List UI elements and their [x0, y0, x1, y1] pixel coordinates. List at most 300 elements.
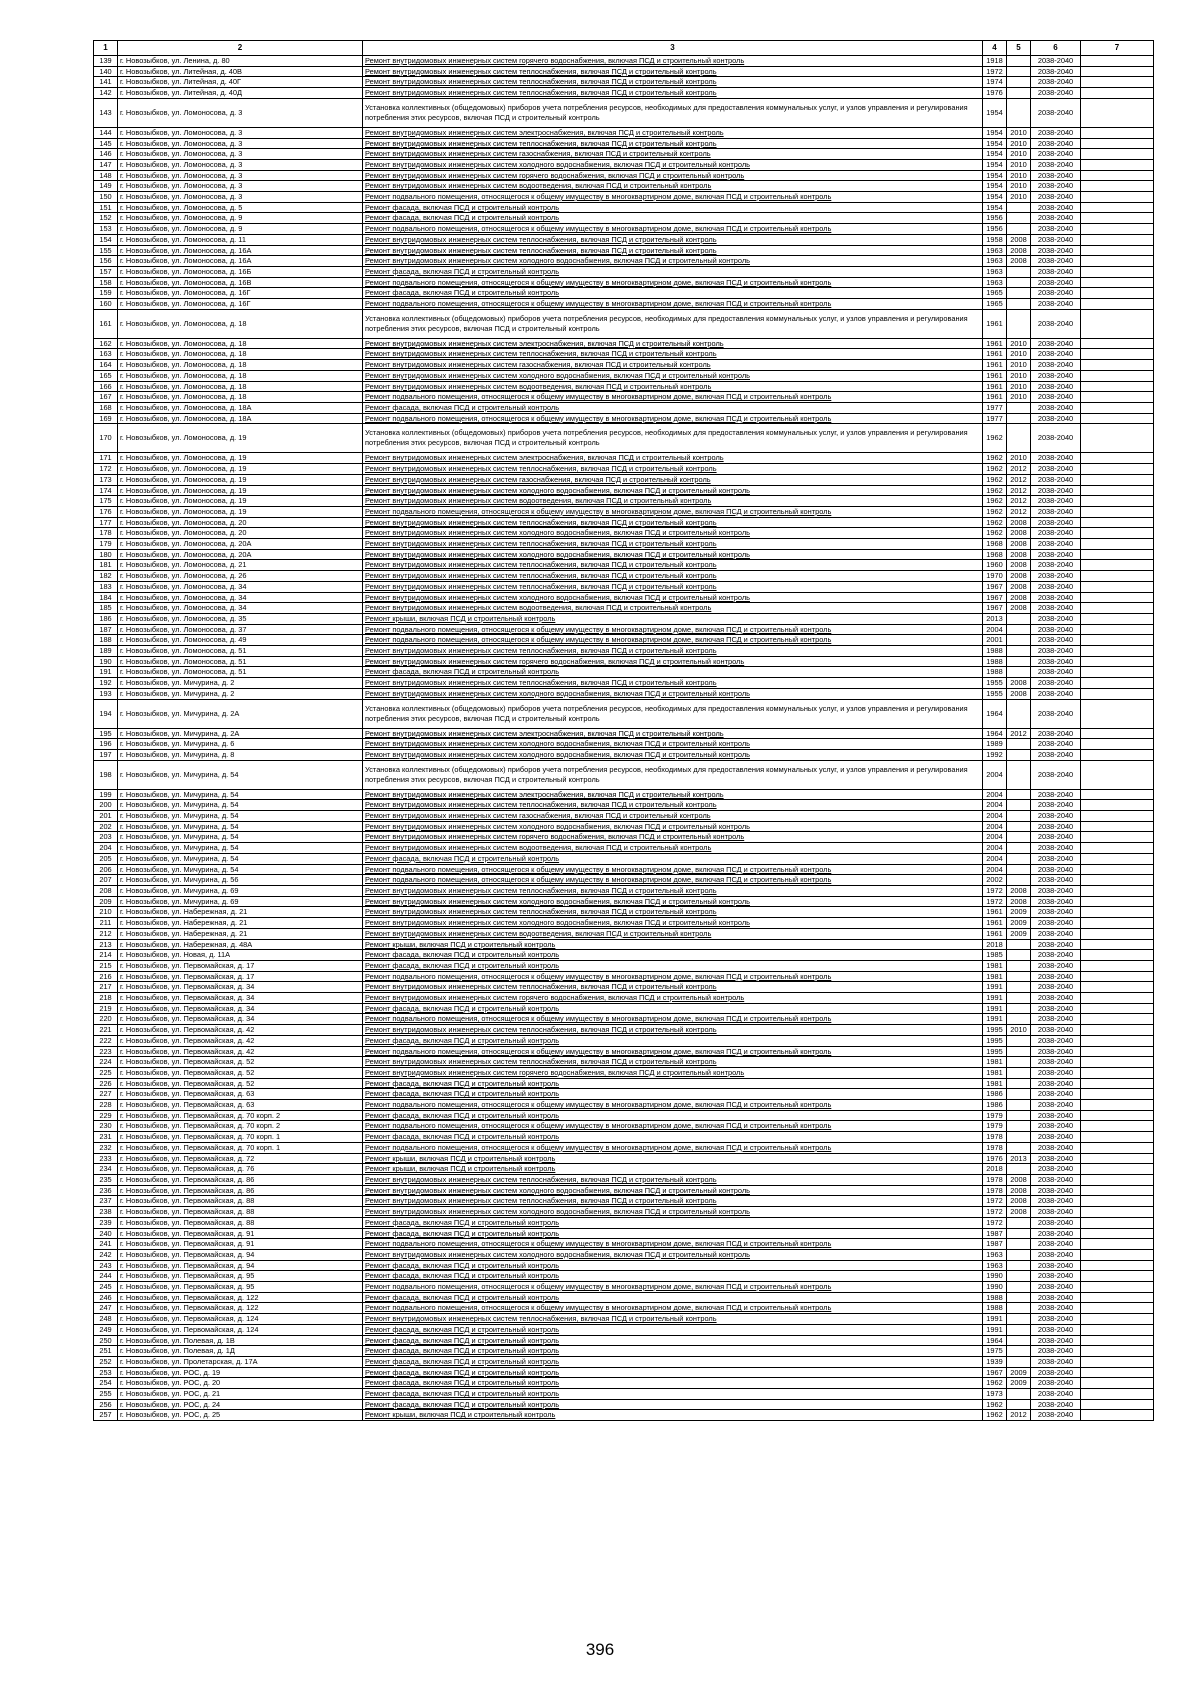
- table-row: [94, 1014, 1154, 1025]
- address-cell: г. Новозыбков, ул. Первомайская, д. 70 корп. 1: [118, 1142, 363, 1153]
- table-row: [94, 960, 1154, 971]
- build-year-cell: 1989: [983, 739, 1007, 750]
- table-row: [94, 66, 1154, 77]
- build-year-cell: 2001: [983, 635, 1007, 646]
- planned-period-cell: 2038-2040: [1031, 299, 1081, 310]
- planned-period-cell: 2038-2040: [1031, 1367, 1081, 1378]
- planned-period-cell: 2038-2040: [1031, 88, 1081, 99]
- col-7-cell: [1081, 971, 1154, 982]
- col-7-cell: [1081, 1153, 1154, 1164]
- planned-period-cell: 2038-2040: [1031, 728, 1081, 739]
- build-year-cell: 1962: [983, 1378, 1007, 1389]
- address-cell: г. Новозыбков, ул. Первомайская, д. 52: [118, 1057, 363, 1068]
- col-7-cell: [1081, 939, 1154, 950]
- col-7-cell: [1081, 192, 1154, 203]
- address-cell: г. Новозыбков, ул. Ломоносова, д. 16В: [118, 277, 363, 288]
- address-cell: г. Новозыбков, ул. Ломоносова, д. 19: [118, 453, 363, 464]
- row-number-cell: 240: [94, 1228, 118, 1239]
- col-7-cell: [1081, 1003, 1154, 1014]
- row-number-cell: 179: [94, 539, 118, 550]
- work-type-cell: Ремонт внутридомовых инженерных систем холодного водоснабжения, включая ПСД и строительный контроль: [363, 739, 983, 750]
- row-number-cell: 225: [94, 1067, 118, 1078]
- row-number-cell: 186: [94, 613, 118, 624]
- build-year-cell: 1981: [983, 1057, 1007, 1068]
- table-row: [94, 159, 1154, 170]
- row-number-cell: 252: [94, 1356, 118, 1367]
- planned-period-cell: 2038-2040: [1031, 1282, 1081, 1293]
- last-repair-year-cell: 2010: [1007, 192, 1031, 203]
- row-number-cell: 167: [94, 392, 118, 403]
- planned-period-cell: 2038-2040: [1031, 1260, 1081, 1271]
- build-year-cell: 1972: [983, 1207, 1007, 1218]
- table-row: [94, 392, 1154, 403]
- last-repair-year-cell: [1007, 309, 1031, 338]
- col-7-cell: [1081, 453, 1154, 464]
- last-repair-year-cell: 2009: [1007, 1367, 1031, 1378]
- planned-period-cell: 2038-2040: [1031, 971, 1081, 982]
- col-7-cell: [1081, 1174, 1154, 1185]
- build-year-cell: 1972: [983, 66, 1007, 77]
- last-repair-year-cell: 2008: [1007, 245, 1031, 256]
- address-cell: г. Новозыбков, ул. Ломоносова, д. 18: [118, 381, 363, 392]
- build-year-cell: 1961: [983, 918, 1007, 929]
- address-cell: г. Новозыбков, ул. Мичурина, д. 69: [118, 896, 363, 907]
- last-repair-year-cell: 2008: [1007, 571, 1031, 582]
- row-number-cell: 195: [94, 728, 118, 739]
- row-number-cell: 219: [94, 1003, 118, 1014]
- address-cell: г. Новозыбков, ул. Ломоносова, д. 18: [118, 338, 363, 349]
- build-year-cell: 1918: [983, 56, 1007, 67]
- row-number-cell: 156: [94, 256, 118, 267]
- row-number-cell: 228: [94, 1100, 118, 1111]
- address-cell: г. Новозыбков, ул. Мичурина, д. 54: [118, 853, 363, 864]
- last-repair-year-cell: 2010: [1007, 338, 1031, 349]
- col-7-cell: [1081, 656, 1154, 667]
- col-7-cell: [1081, 560, 1154, 571]
- table-row: [94, 349, 1154, 360]
- last-repair-year-cell: [1007, 853, 1031, 864]
- last-repair-year-cell: [1007, 202, 1031, 213]
- row-number-cell: 146: [94, 149, 118, 160]
- row-number-cell: 254: [94, 1378, 118, 1389]
- build-year-cell: 1954: [983, 202, 1007, 213]
- address-cell: г. Новозыбков, ул. Первомайская, д. 70 корп. 2: [118, 1110, 363, 1121]
- table-row: [94, 202, 1154, 213]
- row-number-cell: 170: [94, 424, 118, 453]
- col-7-cell: [1081, 349, 1154, 360]
- last-repair-year-cell: 2008: [1007, 234, 1031, 245]
- col-7-cell: [1081, 1132, 1154, 1143]
- address-cell: г. Новозыбков, ул. Мичурина, д. 56: [118, 875, 363, 886]
- header-col-5: 5: [1007, 41, 1031, 56]
- row-number-cell: 242: [94, 1249, 118, 1260]
- planned-period-cell: 2038-2040: [1031, 149, 1081, 160]
- row-number-cell: 214: [94, 950, 118, 961]
- table-row: [94, 1239, 1154, 1250]
- address-cell: г. Новозыбков, ул. Мичурина, д. 2: [118, 678, 363, 689]
- planned-period-cell: 2038-2040: [1031, 360, 1081, 371]
- address-cell: г. Новозыбков, ул. Ломоносова, д. 19: [118, 424, 363, 453]
- planned-period-cell: 2038-2040: [1031, 1249, 1081, 1260]
- work-type-cell: Ремонт фасада, включая ПСД и строительный контроль: [363, 1035, 983, 1046]
- last-repair-year-cell: [1007, 875, 1031, 886]
- row-number-cell: 230: [94, 1121, 118, 1132]
- last-repair-year-cell: [1007, 1324, 1031, 1335]
- col-7-cell: [1081, 1035, 1154, 1046]
- planned-period-cell: 2038-2040: [1031, 635, 1081, 646]
- build-year-cell: 1954: [983, 127, 1007, 138]
- planned-period-cell: 2038-2040: [1031, 688, 1081, 699]
- row-number-cell: 243: [94, 1260, 118, 1271]
- col-7-cell: [1081, 138, 1154, 149]
- row-number-cell: 147: [94, 159, 118, 170]
- build-year-cell: 1967: [983, 1367, 1007, 1378]
- last-repair-year-cell: 2012: [1007, 1410, 1031, 1421]
- planned-period-cell: 2038-2040: [1031, 349, 1081, 360]
- work-type-cell: Ремонт подвального помещения, относящегося к общему имуществу в многоквартирном доме, включая ПСД и строительный контроль: [363, 277, 983, 288]
- col-7-cell: [1081, 811, 1154, 822]
- address-cell: г. Новозыбков, ул. Ломоносова, д. 51: [118, 656, 363, 667]
- col-7-cell: [1081, 896, 1154, 907]
- build-year-cell: 1955: [983, 678, 1007, 689]
- work-type-cell: Ремонт фасада, включая ПСД и строительный контроль: [363, 1389, 983, 1400]
- work-type-cell: Ремонт фасада, включая ПСД и строительный контроль: [363, 1367, 983, 1378]
- address-cell: г. Новозыбков, ул. Ломоносова, д. 3: [118, 149, 363, 160]
- build-year-cell: 2004: [983, 821, 1007, 832]
- row-number-cell: 157: [94, 266, 118, 277]
- build-year-cell: 1956: [983, 213, 1007, 224]
- last-repair-year-cell: [1007, 1389, 1031, 1400]
- row-number-cell: 171: [94, 453, 118, 464]
- row-number-cell: 249: [94, 1324, 118, 1335]
- address-cell: г. Новозыбков, ул. Мичурина, д. 54: [118, 832, 363, 843]
- build-year-cell: 1991: [983, 993, 1007, 1004]
- address-cell: г. Новозыбков, ул. Первомайская, д. 86: [118, 1185, 363, 1196]
- row-number-cell: 194: [94, 699, 118, 728]
- planned-period-cell: 2038-2040: [1031, 1356, 1081, 1367]
- address-cell: г. Новозыбков, ул. Ломоносова, д. 11: [118, 234, 363, 245]
- last-repair-year-cell: [1007, 789, 1031, 800]
- address-cell: г. Новозыбков, ул. Ломоносова, д. 18А: [118, 402, 363, 413]
- col-7-cell: [1081, 886, 1154, 897]
- table-row: [94, 832, 1154, 843]
- address-cell: г. Новозыбков, ул. Ломоносова, д. 18: [118, 309, 363, 338]
- last-repair-year-cell: [1007, 1164, 1031, 1175]
- row-number-cell: 231: [94, 1132, 118, 1143]
- col-7-cell: [1081, 1249, 1154, 1260]
- build-year-cell: 2004: [983, 843, 1007, 854]
- build-year-cell: 1961: [983, 907, 1007, 918]
- work-type-cell: Ремонт внутридомовых инженерных систем водоотведения, включая ПСД и строительный контроль: [363, 496, 983, 507]
- col-7-cell: [1081, 234, 1154, 245]
- work-type-cell: Ремонт внутридомовых инженерных систем холодного водоснабжения, включая ПСД и строительный контроль: [363, 485, 983, 496]
- build-year-cell: 1987: [983, 1239, 1007, 1250]
- row-number-cell: 152: [94, 213, 118, 224]
- col-7-cell: [1081, 1196, 1154, 1207]
- planned-period-cell: 2038-2040: [1031, 1217, 1081, 1228]
- planned-period-cell: 2038-2040: [1031, 1142, 1081, 1153]
- build-year-cell: 1981: [983, 1078, 1007, 1089]
- last-repair-year-cell: 2008: [1007, 560, 1031, 571]
- last-repair-year-cell: [1007, 1228, 1031, 1239]
- work-type-cell: Ремонт фасада, включая ПСД и строительный контроль: [363, 1356, 983, 1367]
- work-type-cell: Ремонт внутридомовых инженерных систем холодного водоснабжения, включая ПСД и строительный контроль: [363, 688, 983, 699]
- address-cell: г. Новозыбков, ул. Литейная, д. 40Д: [118, 88, 363, 99]
- planned-period-cell: 2038-2040: [1031, 370, 1081, 381]
- work-type-cell: Ремонт внутридомовых инженерных систем теплоснабжения, включая ПСД и строительный контроль: [363, 886, 983, 897]
- build-year-cell: 1964: [983, 1335, 1007, 1346]
- work-type-cell: Ремонт фасада, включая ПСД и строительный контроль: [363, 1089, 983, 1100]
- planned-period-cell: 2038-2040: [1031, 213, 1081, 224]
- col-7-cell: [1081, 749, 1154, 760]
- col-7-cell: [1081, 464, 1154, 475]
- last-repair-year-cell: [1007, 635, 1031, 646]
- col-7-cell: [1081, 1335, 1154, 1346]
- table-row: [94, 245, 1154, 256]
- address-cell: г. Новозыбков, ул. Ломоносова, д. 16А: [118, 256, 363, 267]
- build-year-cell: 2004: [983, 811, 1007, 822]
- work-type-cell: Ремонт фасада, включая ПСД и строительный контроль: [363, 1132, 983, 1143]
- build-year-cell: 1965: [983, 299, 1007, 310]
- planned-period-cell: 2038-2040: [1031, 202, 1081, 213]
- address-cell: г. Новозыбков, ул. Пролетарская, д. 17А: [118, 1356, 363, 1367]
- address-cell: г. Новозыбков, ул. Ломоносова, д. 19: [118, 474, 363, 485]
- planned-period-cell: 2038-2040: [1031, 1228, 1081, 1239]
- last-repair-year-cell: [1007, 1100, 1031, 1111]
- col-7-cell: [1081, 918, 1154, 929]
- work-type-cell: Ремонт внутридомовых инженерных систем электроснабжения, включая ПСД и строительный контроль: [363, 127, 983, 138]
- col-7-cell: [1081, 928, 1154, 939]
- table-row: [94, 971, 1154, 982]
- row-number-cell: 201: [94, 811, 118, 822]
- table-row: [94, 886, 1154, 897]
- row-number-cell: 234: [94, 1164, 118, 1175]
- work-type-cell: Установка коллективных (общедомовых) приборов учета потребления ресурсов, необходимых для предоставления коммунальных услуг, и узлов управления и регулирования потребления этих ресурсов, включая ПСД и строительный контроль: [363, 699, 983, 728]
- row-number-cell: 233: [94, 1153, 118, 1164]
- table-body: [94, 56, 1154, 1421]
- row-number-cell: 246: [94, 1292, 118, 1303]
- col-7-cell: [1081, 1271, 1154, 1282]
- work-type-cell: Ремонт крыши, включая ПСД и строительный контроль: [363, 613, 983, 624]
- col-7-cell: [1081, 875, 1154, 886]
- table-row: [94, 982, 1154, 993]
- planned-period-cell: 2038-2040: [1031, 1046, 1081, 1057]
- build-year-cell: 1978: [983, 1185, 1007, 1196]
- last-repair-year-cell: 2008: [1007, 896, 1031, 907]
- table-row: [94, 678, 1154, 689]
- planned-period-cell: 2038-2040: [1031, 1335, 1081, 1346]
- address-cell: г. Новозыбков, ул. Первомайская, д. 72: [118, 1153, 363, 1164]
- last-repair-year-cell: [1007, 760, 1031, 789]
- work-type-cell: Ремонт подвального помещения, относящегося к общему имуществу в многоквартирном доме, включая ПСД и строительный контроль: [363, 971, 983, 982]
- row-number-cell: 241: [94, 1239, 118, 1250]
- build-year-cell: 1962: [983, 485, 1007, 496]
- work-type-cell: Ремонт внутридомовых инженерных систем водоотведения, включая ПСД и строительный контроль: [363, 381, 983, 392]
- planned-period-cell: 2038-2040: [1031, 1271, 1081, 1282]
- row-number-cell: 196: [94, 739, 118, 750]
- table-row: [94, 181, 1154, 192]
- table-row: [94, 667, 1154, 678]
- last-repair-year-cell: 2008: [1007, 1196, 1031, 1207]
- last-repair-year-cell: 2010: [1007, 1025, 1031, 1036]
- build-year-cell: 1967: [983, 581, 1007, 592]
- table-row: [94, 811, 1154, 822]
- build-year-cell: 2004: [983, 789, 1007, 800]
- address-cell: г. Новозыбков, ул. Литейная, д. 40Г: [118, 77, 363, 88]
- table-row: [94, 1174, 1154, 1185]
- table-row: [94, 1389, 1154, 1400]
- work-type-cell: Ремонт внутридомовых инженерных систем горячего водоснабжения, включая ПСД и строительный контроль: [363, 1067, 983, 1078]
- last-repair-year-cell: 2008: [1007, 256, 1031, 267]
- work-type-cell: Установка коллективных (общедомовых) приборов учета потребления ресурсов, необходимых для предоставления коммунальных услуг, и узлов управления и регулирования потребления этих ресурсов, включая ПСД и строительный контроль: [363, 760, 983, 789]
- last-repair-year-cell: 2008: [1007, 581, 1031, 592]
- table-row: [94, 875, 1154, 886]
- planned-period-cell: 2038-2040: [1031, 939, 1081, 950]
- build-year-cell: 1954: [983, 170, 1007, 181]
- build-year-cell: 1967: [983, 592, 1007, 603]
- work-type-cell: Ремонт крыши, включая ПСД и строительный контроль: [363, 1164, 983, 1175]
- table-row: [94, 474, 1154, 485]
- table-row: [94, 224, 1154, 235]
- table-row: [94, 1282, 1154, 1293]
- col-7-cell: [1081, 635, 1154, 646]
- col-7-cell: [1081, 1046, 1154, 1057]
- build-year-cell: 1964: [983, 699, 1007, 728]
- last-repair-year-cell: [1007, 1014, 1031, 1025]
- last-repair-year-cell: [1007, 1356, 1031, 1367]
- row-number-cell: 255: [94, 1389, 118, 1400]
- build-year-cell: 1990: [983, 1271, 1007, 1282]
- address-cell: г. Новозыбков, ул. Первомайская, д. 95: [118, 1282, 363, 1293]
- row-number-cell: 139: [94, 56, 118, 67]
- last-repair-year-cell: 2009: [1007, 907, 1031, 918]
- planned-period-cell: 2038-2040: [1031, 1196, 1081, 1207]
- row-number-cell: 141: [94, 77, 118, 88]
- build-year-cell: 1961: [983, 360, 1007, 371]
- build-year-cell: 1986: [983, 1100, 1007, 1111]
- work-type-cell: Ремонт фасада, включая ПСД и строительный контроль: [363, 1292, 983, 1303]
- planned-period-cell: 2038-2040: [1031, 667, 1081, 678]
- table-row: [94, 1249, 1154, 1260]
- last-repair-year-cell: 2008: [1007, 1174, 1031, 1185]
- planned-period-cell: 2038-2040: [1031, 1025, 1081, 1036]
- work-type-cell: Ремонт внутридомовых инженерных систем теплоснабжения, включая ПСД и строительный контроль: [363, 646, 983, 657]
- address-cell: г. Новозыбков, ул. Мичурина, д. 6: [118, 739, 363, 750]
- repair-schedule-table: [93, 40, 1154, 1421]
- last-repair-year-cell: [1007, 1089, 1031, 1100]
- table-row: [94, 453, 1154, 464]
- col-7-cell: [1081, 66, 1154, 77]
- table-row: [94, 88, 1154, 99]
- work-type-cell: Ремонт внутридомовых инженерных систем холодного водоснабжения, включая ПСД и строительный контроль: [363, 918, 983, 929]
- build-year-cell: 1991: [983, 1314, 1007, 1325]
- planned-period-cell: 2038-2040: [1031, 950, 1081, 961]
- col-7-cell: [1081, 1239, 1154, 1250]
- last-repair-year-cell: [1007, 88, 1031, 99]
- build-year-cell: 1972: [983, 1217, 1007, 1228]
- planned-period-cell: 2038-2040: [1031, 1378, 1081, 1389]
- table-row: [94, 309, 1154, 338]
- row-number-cell: 203: [94, 832, 118, 843]
- last-repair-year-cell: 2008: [1007, 688, 1031, 699]
- table-row: [94, 170, 1154, 181]
- last-repair-year-cell: [1007, 266, 1031, 277]
- col-7-cell: [1081, 1089, 1154, 1100]
- work-type-cell: Ремонт внутридомовых инженерных систем теплоснабжения, включая ПСД и строительный контроль: [363, 234, 983, 245]
- table-row: [94, 234, 1154, 245]
- last-repair-year-cell: 2010: [1007, 138, 1031, 149]
- build-year-cell: 2004: [983, 760, 1007, 789]
- build-year-cell: 1961: [983, 338, 1007, 349]
- address-cell: г. Новозыбков, ул. Полевая, д. 1Д: [118, 1346, 363, 1357]
- last-repair-year-cell: [1007, 56, 1031, 67]
- planned-period-cell: 2038-2040: [1031, 760, 1081, 789]
- address-cell: г. Новозыбков, ул. Ломоносова, д. 3: [118, 170, 363, 181]
- work-type-cell: Ремонт внутридомовых инженерных систем горячего водоснабжения, включая ПСД и строительный контроль: [363, 56, 983, 67]
- col-7-cell: [1081, 485, 1154, 496]
- col-7-cell: [1081, 245, 1154, 256]
- planned-period-cell: 2038-2040: [1031, 1324, 1081, 1335]
- row-number-cell: 213: [94, 939, 118, 950]
- work-type-cell: Ремонт подвального помещения, относящегося к общему имуществу в многоквартирном доме, включая ПСД и строительный контроль: [363, 624, 983, 635]
- last-repair-year-cell: [1007, 749, 1031, 760]
- address-cell: г. Новозыбков, ул. Первомайская, д. 122: [118, 1292, 363, 1303]
- table-row: [94, 853, 1154, 864]
- planned-period-cell: 2038-2040: [1031, 256, 1081, 267]
- build-year-cell: 1972: [983, 1196, 1007, 1207]
- table-row: [94, 1356, 1154, 1367]
- address-cell: г. Новозыбков, ул. Ломоносова, д. 3: [118, 127, 363, 138]
- last-repair-year-cell: [1007, 1217, 1031, 1228]
- address-cell: г. Новозыбков, ул. РОС, д. 24: [118, 1399, 363, 1410]
- table-row: [94, 728, 1154, 739]
- planned-period-cell: 2038-2040: [1031, 464, 1081, 475]
- work-type-cell: Ремонт фасада, включая ПСД и строительный контроль: [363, 1217, 983, 1228]
- work-type-cell: Ремонт внутридомовых инженерных систем холодного водоснабжения, включая ПСД и строительный контроль: [363, 549, 983, 560]
- table-row: [94, 370, 1154, 381]
- build-year-cell: 1978: [983, 1142, 1007, 1153]
- table-row: [94, 950, 1154, 961]
- address-cell: г. Новозыбков, ул. Ломоносова, д. 34: [118, 592, 363, 603]
- work-type-cell: Ремонт подвального помещения, относящегося к общему имуществу в многоквартирном доме, включая ПСД и строительный контроль: [363, 875, 983, 886]
- col-7-cell: [1081, 1025, 1154, 1036]
- col-7-cell: [1081, 993, 1154, 1004]
- col-7-cell: [1081, 1110, 1154, 1121]
- col-7-cell: [1081, 288, 1154, 299]
- planned-period-cell: 2038-2040: [1031, 1389, 1081, 1400]
- last-repair-year-cell: [1007, 224, 1031, 235]
- address-cell: г. Новозыбков, ул. Первомайская, д. 88: [118, 1217, 363, 1228]
- build-year-cell: 1964: [983, 728, 1007, 739]
- last-repair-year-cell: [1007, 960, 1031, 971]
- table-row: [94, 571, 1154, 582]
- work-type-cell: Ремонт внутридомовых инженерных систем газоснабжения, включая ПСД и строительный контроль: [363, 360, 983, 371]
- work-type-cell: Ремонт внутридомовых инженерных систем водоотведения, включая ПСД и строительный контроль: [363, 843, 983, 854]
- address-cell: г. Новозыбков, ул. Первомайская, д. 95: [118, 1271, 363, 1282]
- work-type-cell: Ремонт внутридомовых инженерных систем теплоснабжения, включая ПСД и строительный контроль: [363, 571, 983, 582]
- row-number-cell: 184: [94, 592, 118, 603]
- address-cell: г. Новозыбков, ул. Ломоносова, д. 34: [118, 603, 363, 614]
- table-row: [94, 1078, 1154, 1089]
- last-repair-year-cell: [1007, 1110, 1031, 1121]
- table-row: [94, 277, 1154, 288]
- table-row: [94, 1035, 1154, 1046]
- col-7-cell: [1081, 474, 1154, 485]
- row-number-cell: 248: [94, 1314, 118, 1325]
- last-repair-year-cell: [1007, 1346, 1031, 1357]
- col-7-cell: [1081, 1057, 1154, 1068]
- build-year-cell: 1962: [983, 528, 1007, 539]
